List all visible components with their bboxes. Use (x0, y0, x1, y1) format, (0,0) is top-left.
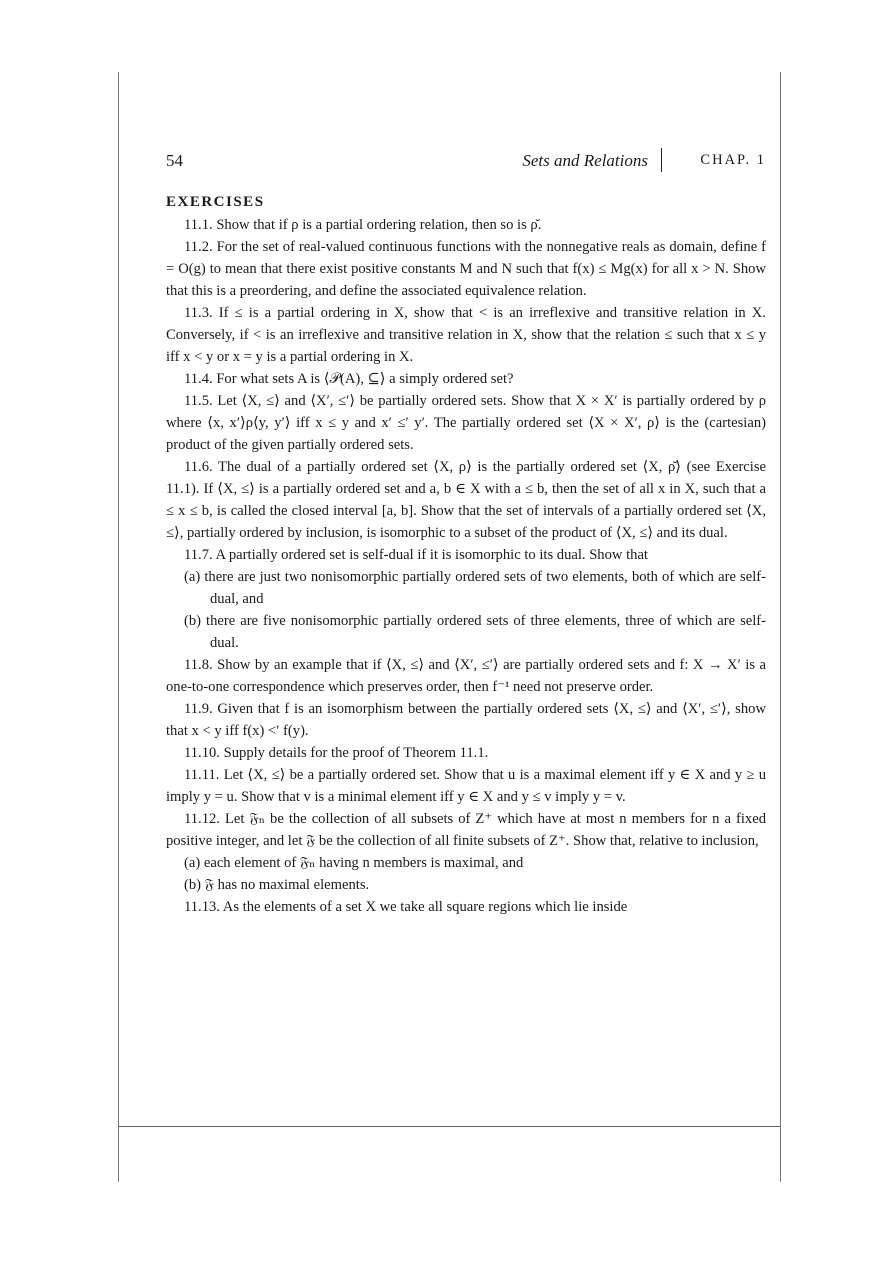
exercise-text: Let ⟨X, ≤⟩ be a partially ordered set. Show that u is a maximal element iff y ∈ X and y ≥ u imply y = u. Show that v is a minimal element iff y ∈ X and y ≤ v imply y = v. (166, 767, 766, 805)
exercise-list (166, 214, 766, 918)
page-number: 54 (166, 151, 183, 170)
exercise-number: 11.10. (184, 745, 220, 761)
exercise-11-11 (166, 764, 766, 808)
exercise-11-7-b (184, 610, 766, 654)
exercise-11-9 (166, 698, 766, 742)
exercises-heading: EXERCISES (166, 194, 265, 210)
exercise-number: 11.11. (184, 767, 220, 783)
subpart-label: (a) (184, 569, 201, 585)
exercise-text: Given that f is an isomorphism between the partially ordered sets ⟨X, ≤⟩ and ⟨X′, ≤′⟩, show that x < y iff f(x) <′ f(y). (166, 701, 766, 739)
exercise-text: For what sets A is ⟨𝒫(A), ⊆⟩ a simply ordered set? (216, 371, 514, 387)
exercise-11-7-a (184, 566, 766, 610)
exercise-11-8 (166, 654, 766, 698)
exercise-text: Let 𝔉ₙ be the collection of all subsets of Z⁺ which have at most n members for n a fixed positive integer, and let 𝔉 be the collection of all finite subsets of Z⁺. Show that, relative to inclusion, (166, 811, 766, 849)
exercise-11-13 (166, 896, 766, 918)
exercise-number: 11.2. (184, 239, 213, 255)
page-bottom-rule (118, 1126, 781, 1127)
exercise-text: For the set of real-valued continuous functions with the nonnegative reals as domain, define f = O(g) to mean that there exist positive constants M and N such that f(x) ≤ Mg(x) for all x > N. Show that this is a preordering, and define the associated equivalence relation. (166, 239, 766, 299)
chapter-label: CHAP. 1 (700, 152, 766, 168)
exercise-number: 11.4. (184, 371, 213, 387)
subpart-label: (b) (184, 613, 202, 629)
exercise-11-12-b (184, 874, 766, 896)
exercise-11-4 (166, 368, 766, 390)
exercise-number: 11.12. (184, 811, 220, 827)
exercise-number: 11.6. (184, 459, 213, 475)
exercise-number: 11.8. (184, 657, 213, 673)
subpart-label: (b) (184, 877, 202, 893)
exercise-11-10 (166, 742, 766, 764)
exercise-number: 11.1. (184, 217, 213, 233)
exercise-number: 11.13. (184, 899, 220, 915)
exercise-text: If ≤ is a partial ordering in X, show that < is an irreflexive and transitive relation in X. Conversely, if < is an irreflexive and transitive relation in X, show that the relation ≤ such that x ≤ y iff x < y or x = y is a partial ordering in X. (166, 305, 766, 365)
exercise-11-3 (166, 302, 766, 368)
exercise-text: Show that if ρ is a partial ordering relation, then so is ρ̆. (216, 217, 542, 233)
exercise-text: each element of 𝔉ₙ having n members is maximal, and (203, 855, 524, 871)
exercise-text: there are five nonisomorphic partially ordered sets of three elements, three of which are self-dual. (206, 613, 766, 651)
exercise-11-12-a (184, 852, 766, 874)
exercise-text: Supply details for the proof of Theorem 11.1. (223, 745, 489, 761)
subpart-label: (a) (184, 855, 201, 871)
running-header (166, 148, 766, 180)
exercise-text: 𝔉 has no maximal elements. (204, 877, 370, 893)
exercise-11-7 (166, 544, 766, 566)
exercise-text: Let ⟨X, ≤⟩ and ⟨X′, ≤′⟩ be partially ordered sets. Show that X × X′ is partially ordered by ρ where ⟨x, x′⟩ρ⟨y, y′⟩ iff x ≤ y and x′ ≤′ y′. The partially ordered set ⟨X × X′, ρ⟩ is the (cartesian) product of the given partially ordered sets. (166, 393, 766, 453)
exercise-number: 11.5. (184, 393, 213, 409)
header-divider (661, 148, 662, 172)
exercise-11-2 (166, 236, 766, 302)
exercise-number: 11.9. (184, 701, 213, 717)
exercise-11-6 (166, 456, 766, 544)
exercise-text: there are just two nonisomorphic partially ordered sets of two elements, both of which are self-dual, and (204, 569, 766, 607)
exercise-text: The dual of a partially ordered set ⟨X, ρ⟩ is the partially ordered set ⟨X, ρ̆⟩ (see Exercise 11.1). If ⟨X, ≤⟩ is a partially ordered set and a, b ∈ X with a ≤ b, then the set of all x in X, such that a ≤ x ≤ b, is called the closed interval [a, b]. Show that the set of intervals of a partially ordered set ⟨X, ≤⟩, partially ordered by inclusion, is isomorphic to a subset of the product of ⟨X, ≤⟩ and its dual. (166, 459, 766, 541)
section-title: Sets and Relations (522, 151, 648, 170)
exercise-text: As the elements of a set X we take all square regions which lie inside (222, 899, 628, 915)
document-page (166, 148, 766, 918)
exercise-11-12 (166, 808, 766, 852)
exercise-text: Show by an example that if ⟨X, ≤⟩ and ⟨X′, ≤′⟩ are partially ordered sets and f: X → X′ is a one-to-one correspondence which preserves order, then f⁻¹ need not preserve order. (166, 657, 766, 695)
exercise-11-1 (166, 214, 766, 236)
exercise-number: 11.7. (184, 547, 213, 563)
page-left-border (118, 72, 119, 1182)
page-right-border (780, 72, 781, 1182)
exercise-number: 11.3. (184, 305, 213, 321)
exercise-11-5 (166, 390, 766, 456)
exercise-text: A partially ordered set is self-dual if it is isomorphic to its dual. Show that (215, 547, 648, 563)
